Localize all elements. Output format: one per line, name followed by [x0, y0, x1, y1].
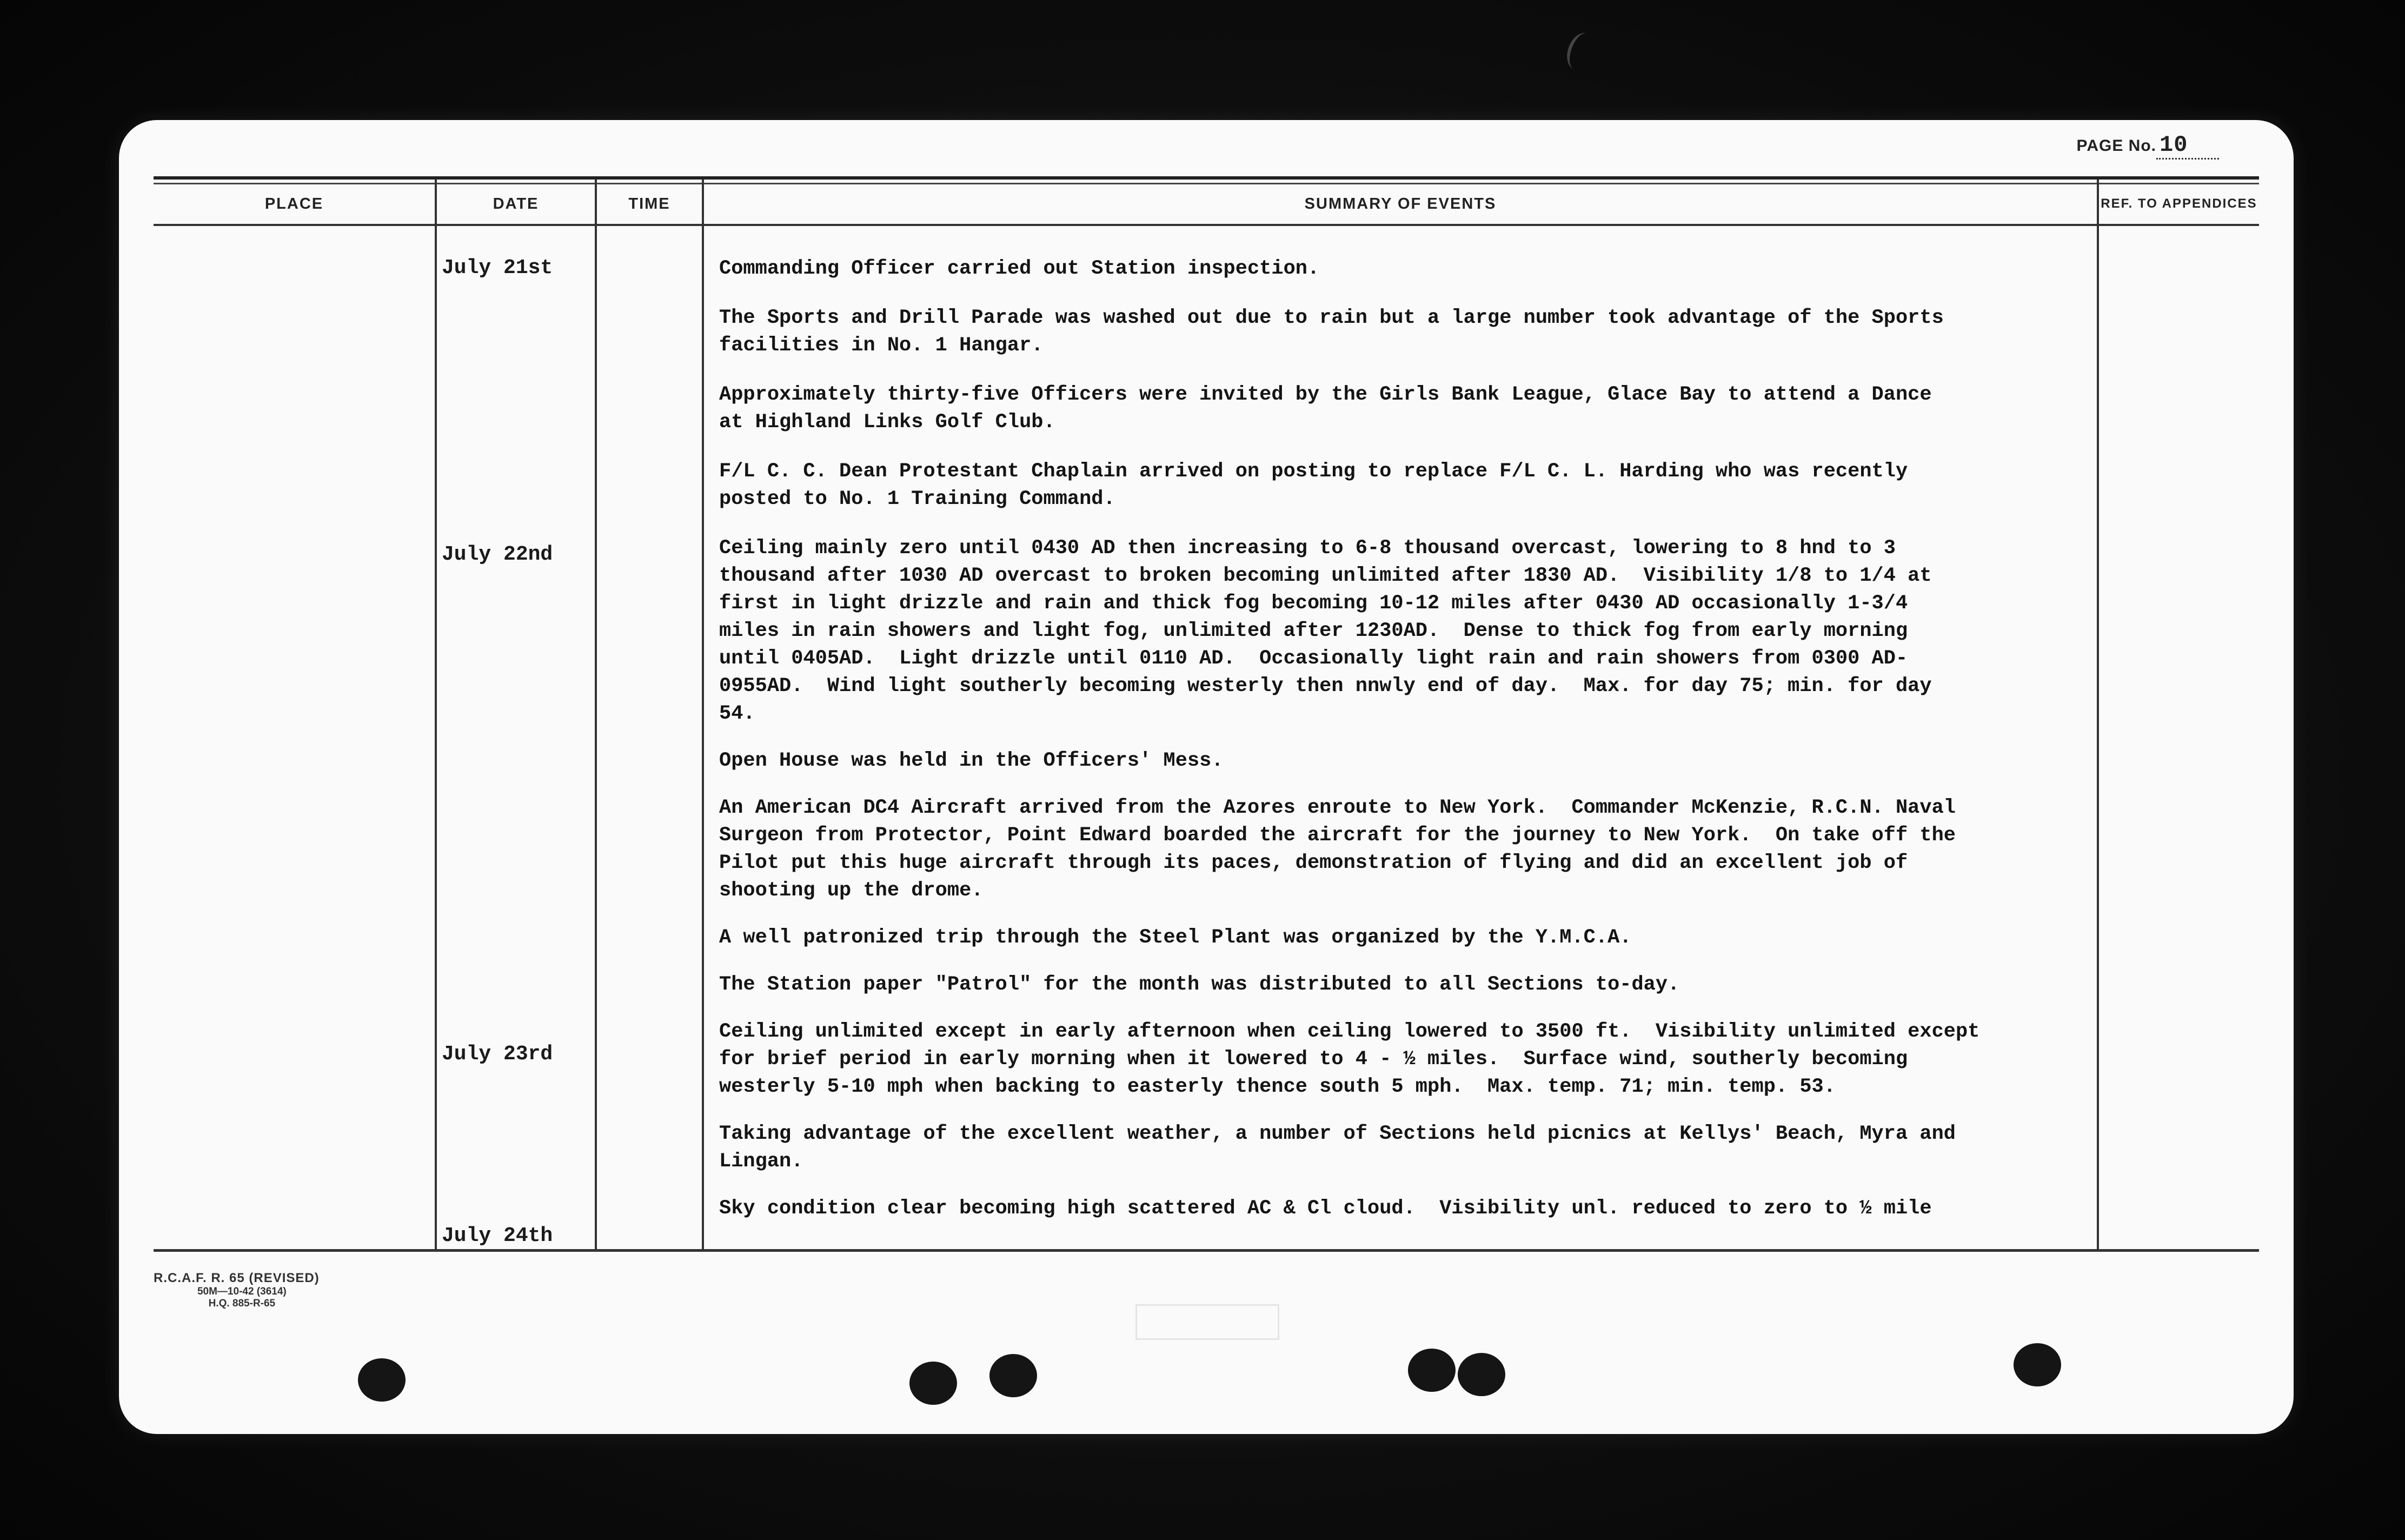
bottom-rule	[154, 1249, 2259, 1252]
punch-hole	[989, 1354, 1037, 1397]
top-rule	[154, 176, 2259, 180]
event-paragraph: Open House was held in the Officers' Mess.	[719, 749, 1224, 772]
event-paragraph: A well patronized trip through the Steel Plant was organized by the Y.M.C.A.	[719, 926, 1632, 949]
column-divider-date-time	[595, 180, 597, 1250]
form-print-code: 50M—10-42 (3614)	[197, 1286, 287, 1297]
punch-hole	[909, 1362, 957, 1405]
event-paragraph: Commanding Officer carried out Station inspection.	[719, 257, 1320, 280]
page-number-value: 10	[2156, 132, 2219, 160]
event-paragraph: Ceiling unlimited except in early afternoon when ceiling lowered to 3500 ft. Visibility unlimited except for brief period in early morning when it lowered to 4 - ½ miles. Surface wind, southerly becoming westerly 5-10 mph when backing to easterly thence south 5 mph. Max. temp. 71; min. temp. 53.	[719, 1020, 1980, 1098]
header-rule	[154, 224, 2259, 226]
header-ref-to-appendices: REF. TO APPENDICES	[2101, 196, 2257, 211]
punch-hole	[1458, 1353, 1505, 1396]
form-hq-code: H.Q. 885-R-65	[208, 1298, 276, 1309]
event-paragraph: Sky condition clear becoming high scattered AC & Cl cloud. Visibility unl. reduced to zero to ½ mile	[719, 1197, 1932, 1220]
faint-stamp-mark	[1135, 1304, 1279, 1340]
column-divider-time-summary	[702, 180, 704, 1250]
event-paragraph: Approximately thirty-five Officers were invited by the Girls Bank League, Glace Bay to attend a Dance at Highland Links Golf Club.	[719, 383, 1932, 434]
form-sheet	[119, 120, 2294, 1434]
event-paragraph: An American DC4 Aircraft arrived from the Azores enroute to New York. Commander McKenzie, R.C.N. Naval Surgeon from Protector, Point Edward boarded the aircraft for the journey to New York. On take off the Pilot put this huge aircraft through its paces, demonstration of flying and did an excellent job of shooting up the drome.	[719, 796, 1956, 902]
date-entry: July 23rd	[442, 1043, 553, 1066]
event-paragraph: Ceiling mainly zero until 0430 AD then increasing to 6-8 thousand overcast, lowering to 8 hnd to 3 thousand after 1030 AD overcast to broken becoming unlimited after 1830 AD. Visibility 1/8 to 1/4 at first in light drizzle and rain and thick fog becoming 10-12 miles after 0430 AD occasionally 1-3/4 miles in rain showers and light fog, unlimited after 1230AD. Dense to thick fog from early morning until 0405AD. Light drizzle until 0110 AD. Occasionally light rain and rain showers from 0300 AD- 0955AD. Wind light southerly becoming westerly then nnwly end of day. Max. for day 75; min. for day 54.	[719, 537, 1932, 725]
header-place: PLACE	[264, 195, 324, 213]
punch-hole	[1408, 1349, 1456, 1392]
header-time: TIME	[628, 195, 670, 213]
page-number-label: PAGE No.	[2076, 137, 2156, 155]
form-number: R.C.A.F. R. 65 (REVISED)	[154, 1271, 320, 1285]
punch-hole	[358, 1358, 406, 1402]
top-rule-thin	[154, 183, 2259, 184]
date-entry: July 21st	[442, 256, 553, 280]
header-summary-of-events: SUMMARY OF EVENTS	[1304, 195, 1497, 213]
form-identifier	[154, 1271, 320, 1310]
event-paragraph: Taking advantage of the excellent weather, a number of Sections held picnics at Kellys' Beach, Myra and Lingan.	[719, 1123, 1956, 1173]
event-paragraph: The Station paper "Patrol" for the month was distributed to all Sections to-day.	[719, 973, 1680, 996]
punch-hole	[2014, 1343, 2061, 1386]
column-divider-place-date	[435, 180, 437, 1250]
event-paragraph: The Sports and Drill Parade was washed out due to rain but a large number took advantage of the Sports facilities in No. 1 Hangar.	[719, 307, 1944, 357]
header-date: DATE	[493, 195, 539, 213]
event-paragraph: F/L C. C. Dean Protestant Chaplain arrived on posting to replace F/L C. L. Harding who was recently posted to No. 1 Training Command.	[719, 460, 1908, 510]
date-entry: July 24th	[442, 1224, 553, 1247]
date-entry: July 22nd	[442, 543, 553, 566]
page-number-field	[2077, 132, 2219, 160]
summary-of-events-text	[719, 255, 2211, 1223]
